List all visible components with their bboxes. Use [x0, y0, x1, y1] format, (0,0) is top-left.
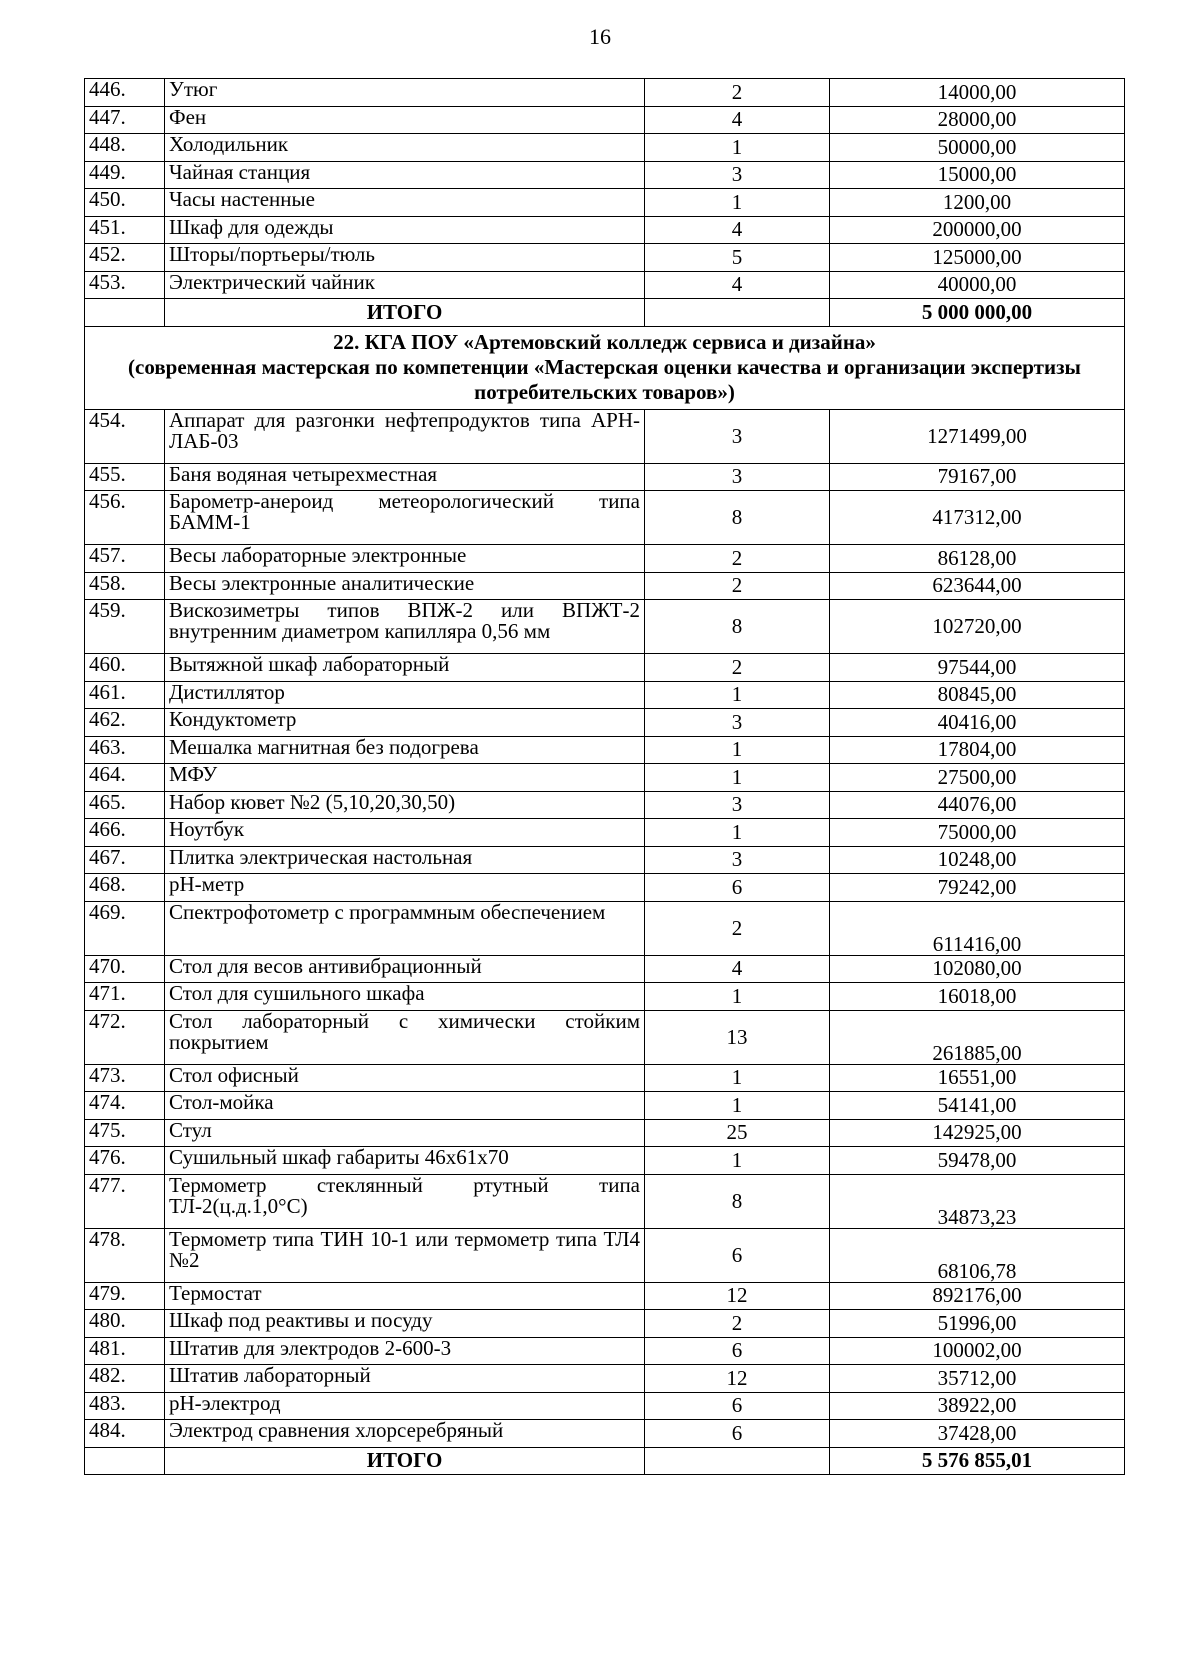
- row-number: 451.: [85, 216, 165, 244]
- item-name: МФУ: [165, 764, 645, 792]
- row-number: 453.: [85, 271, 165, 299]
- item-quantity: 2: [645, 654, 830, 682]
- row-number: 471.: [85, 983, 165, 1011]
- item-name: Шкаф под реактивы и посуду: [165, 1310, 645, 1338]
- row-number: 480.: [85, 1310, 165, 1338]
- section-heading-row: [85, 326, 1125, 409]
- table-row: [85, 709, 1125, 737]
- item-name: Стол-мойка: [165, 1092, 645, 1120]
- item-quantity: 6: [645, 1337, 830, 1365]
- table-row: [85, 846, 1125, 874]
- item-quantity: 1: [645, 983, 830, 1011]
- item-name: Чайная станция: [165, 161, 645, 189]
- row-number: 448.: [85, 134, 165, 162]
- empty-cell: [645, 299, 830, 327]
- item-sum: 97544,00: [830, 654, 1125, 682]
- item-sum: 54141,00: [830, 1092, 1125, 1120]
- item-sum: 16018,00: [830, 983, 1125, 1011]
- item-name: Сушильный шкаф габариты 46х61х70: [165, 1147, 645, 1175]
- table-row: [85, 161, 1125, 189]
- item-sum: 17804,00: [830, 736, 1125, 764]
- table-row: [85, 600, 1125, 654]
- row-number: 476.: [85, 1147, 165, 1175]
- item-quantity: 5: [645, 244, 830, 272]
- item-sum: 37428,00: [830, 1420, 1125, 1448]
- item-sum: 417312,00: [830, 491, 1125, 545]
- table-row: [85, 79, 1125, 107]
- item-name: pH-метр: [165, 874, 645, 902]
- row-number: 447.: [85, 106, 165, 134]
- item-name: Термометр типа ТИН 10-1 или термометр типа ТЛ4 №2: [165, 1228, 645, 1282]
- item-sum: 16551,00: [830, 1064, 1125, 1092]
- item-name: Шкаф для одежды: [165, 216, 645, 244]
- item-name: Электрод сравнения хлорсеребряный: [165, 1420, 645, 1448]
- item-sum: 14000,00: [830, 79, 1125, 107]
- item-sum: 1271499,00: [830, 409, 1125, 463]
- item-quantity: 4: [645, 216, 830, 244]
- row-number: 472.: [85, 1010, 165, 1064]
- row-number: 456.: [85, 491, 165, 545]
- item-sum: 28000,00: [830, 106, 1125, 134]
- item-quantity: 1: [645, 1092, 830, 1120]
- item-name: Стол для сушильного шкафа: [165, 983, 645, 1011]
- row-number: 455.: [85, 463, 165, 491]
- table-row: [85, 106, 1125, 134]
- total-value: 5 000 000,00: [830, 299, 1125, 327]
- item-sum: 75000,00: [830, 819, 1125, 847]
- item-name: Ноутбук: [165, 819, 645, 847]
- item-quantity: 1: [645, 819, 830, 847]
- item-sum: 40000,00: [830, 271, 1125, 299]
- item-sum: 79167,00: [830, 463, 1125, 491]
- row-number: 468.: [85, 874, 165, 902]
- page-number: 16: [589, 24, 611, 49]
- table-row: [85, 1392, 1125, 1420]
- item-quantity: 3: [645, 709, 830, 737]
- row-number: 463.: [85, 736, 165, 764]
- row-number: 465.: [85, 791, 165, 819]
- item-sum: 27500,00: [830, 764, 1125, 792]
- table-row: [85, 983, 1125, 1011]
- item-quantity: 12: [645, 1282, 830, 1310]
- item-quantity: 4: [645, 106, 830, 134]
- row-number: 450.: [85, 189, 165, 217]
- table-row: [85, 764, 1125, 792]
- row-number: 467.: [85, 846, 165, 874]
- item-quantity: 25: [645, 1119, 830, 1147]
- item-name: Утюг: [165, 79, 645, 107]
- item-quantity: 2: [645, 901, 830, 955]
- item-name: Электрический чайник: [165, 271, 645, 299]
- row-number: 446.: [85, 79, 165, 107]
- item-quantity: 1: [645, 764, 830, 792]
- table-row: [85, 681, 1125, 709]
- item-sum: 15000,00: [830, 161, 1125, 189]
- item-quantity: 8: [645, 491, 830, 545]
- item-name: Плитка электрическая настольная: [165, 846, 645, 874]
- equipment-table: [84, 78, 1125, 1475]
- table-row: [85, 409, 1125, 463]
- row-number: 459.: [85, 600, 165, 654]
- section-subtitle: (современная мастерская по компетенции «Мастерская оценки качества и организации экспертизы потребительских товаров»): [128, 354, 1081, 405]
- table-row: [85, 819, 1125, 847]
- item-quantity: 4: [645, 271, 830, 299]
- empty-cell: [85, 1447, 165, 1475]
- item-sum: 79242,00: [830, 874, 1125, 902]
- empty-cell: [645, 1447, 830, 1475]
- item-quantity: 8: [645, 1174, 830, 1228]
- item-name: Стол для весов антивибрационный: [165, 955, 645, 983]
- row-number: 475.: [85, 1119, 165, 1147]
- item-sum: 1200,00: [830, 189, 1125, 217]
- table-row: [85, 244, 1125, 272]
- table-row: [85, 545, 1125, 573]
- item-quantity: 13: [645, 1010, 830, 1064]
- item-sum: 80845,00: [830, 681, 1125, 709]
- row-number: 474.: [85, 1092, 165, 1120]
- total-label: ИТОГО: [165, 299, 645, 327]
- item-quantity: 2: [645, 79, 830, 107]
- table-row: [85, 874, 1125, 902]
- table-row: [85, 1228, 1125, 1282]
- table-row: [85, 572, 1125, 600]
- item-quantity: 1: [645, 681, 830, 709]
- item-quantity: 3: [645, 846, 830, 874]
- table-row: [85, 1092, 1125, 1120]
- item-sum: 125000,00: [830, 244, 1125, 272]
- item-name: Шторы/портьеры/тюль: [165, 244, 645, 272]
- table-row: [85, 1420, 1125, 1448]
- item-sum: 51996,00: [830, 1310, 1125, 1338]
- item-sum: 68106,78: [830, 1228, 1125, 1282]
- row-number: 478.: [85, 1228, 165, 1282]
- row-number: 466.: [85, 819, 165, 847]
- item-sum: 50000,00: [830, 134, 1125, 162]
- item-sum: 34873,23: [830, 1174, 1125, 1228]
- row-number: 470.: [85, 955, 165, 983]
- row-number: 484.: [85, 1420, 165, 1448]
- item-name: Стол лабораторный с химически стойким покрытием: [165, 1010, 645, 1064]
- row-number: 454.: [85, 409, 165, 463]
- item-name: Фен: [165, 106, 645, 134]
- table-row: [85, 955, 1125, 983]
- item-name: Часы настенные: [165, 189, 645, 217]
- table-row: [85, 189, 1125, 217]
- table-row: [85, 901, 1125, 955]
- table-row: [85, 1064, 1125, 1092]
- item-quantity: 1: [645, 134, 830, 162]
- table-row: [85, 463, 1125, 491]
- item-quantity: 12: [645, 1365, 830, 1393]
- table-row: [85, 791, 1125, 819]
- item-quantity: 3: [645, 791, 830, 819]
- item-name: Термометр стеклянный ртутный типа ТЛ-2(ц.д.1,0°С): [165, 1174, 645, 1228]
- row-number: 458.: [85, 572, 165, 600]
- item-sum: 100002,00: [830, 1337, 1125, 1365]
- item-sum: 102720,00: [830, 600, 1125, 654]
- item-sum: 261885,00: [830, 1010, 1125, 1064]
- item-name: Холодильник: [165, 134, 645, 162]
- item-sum: 38922,00: [830, 1392, 1125, 1420]
- row-number: 449.: [85, 161, 165, 189]
- row-number: 473.: [85, 1064, 165, 1092]
- item-name: Вытяжной шкаф лабораторный: [165, 654, 645, 682]
- item-sum: 623644,00: [830, 572, 1125, 600]
- item-name: Стул: [165, 1119, 645, 1147]
- section-heading: [85, 326, 1125, 409]
- row-number: 461.: [85, 681, 165, 709]
- item-name: Термостат: [165, 1282, 645, 1310]
- item-quantity: 6: [645, 874, 830, 902]
- row-number: 479.: [85, 1282, 165, 1310]
- item-quantity: 4: [645, 955, 830, 983]
- table-row: [85, 1310, 1125, 1338]
- item-quantity: 6: [645, 1392, 830, 1420]
- table-row: [85, 736, 1125, 764]
- item-quantity: 3: [645, 161, 830, 189]
- row-number: 460.: [85, 654, 165, 682]
- item-name: Баня водяная четырехместная: [165, 463, 645, 491]
- item-quantity: 2: [645, 572, 830, 600]
- item-name: Кондуктометр: [165, 709, 645, 737]
- row-number: 464.: [85, 764, 165, 792]
- item-name: Стол офисный: [165, 1064, 645, 1092]
- item-quantity: 1: [645, 1147, 830, 1175]
- item-name: Вискозиметры типов ВПЖ-2 или ВПЖТ-2 внутренним диаметром капилляра 0,56 мм: [165, 600, 645, 654]
- item-quantity: 1: [645, 736, 830, 764]
- item-name: Спектрофотометр с программным обеспечением: [165, 901, 645, 955]
- table-row: [85, 134, 1125, 162]
- row-number: 457.: [85, 545, 165, 573]
- row-number: 477.: [85, 1174, 165, 1228]
- item-quantity: 1: [645, 189, 830, 217]
- item-sum: 86128,00: [830, 545, 1125, 573]
- table-row: [85, 491, 1125, 545]
- table-row: [85, 654, 1125, 682]
- item-quantity: 1: [645, 1064, 830, 1092]
- item-sum: 10248,00: [830, 846, 1125, 874]
- item-sum: 44076,00: [830, 791, 1125, 819]
- table-row: [85, 1174, 1125, 1228]
- item-name: Штатив лабораторный: [165, 1365, 645, 1393]
- table-row: [85, 1147, 1125, 1175]
- item-quantity: 3: [645, 463, 830, 491]
- empty-cell: [85, 299, 165, 327]
- table-row: [85, 1282, 1125, 1310]
- table-row: [85, 1365, 1125, 1393]
- row-number: 483.: [85, 1392, 165, 1420]
- item-sum: 102080,00: [830, 955, 1125, 983]
- item-quantity: 6: [645, 1228, 830, 1282]
- section-title: 22. КГА ПОУ «Артемовский колледж сервиса и дизайна»: [333, 329, 876, 354]
- item-quantity: 2: [645, 545, 830, 573]
- row-number: 481.: [85, 1337, 165, 1365]
- item-name: Штатив для электродов 2-600-3: [165, 1337, 645, 1365]
- table-row: [85, 216, 1125, 244]
- item-name: Аппарат для разгонки нефтепродуктов типа АРН-ЛАБ-03: [165, 409, 645, 463]
- item-sum: 59478,00: [830, 1147, 1125, 1175]
- item-name: Весы лабораторные электронные: [165, 545, 645, 573]
- item-name: pH-электрод: [165, 1392, 645, 1420]
- item-name: Набор кювет №2 (5,10,20,30,50): [165, 791, 645, 819]
- item-sum: 611416,00: [830, 901, 1125, 955]
- row-number: 482.: [85, 1365, 165, 1393]
- item-sum: 200000,00: [830, 216, 1125, 244]
- item-sum: 35712,00: [830, 1365, 1125, 1393]
- total-row: [85, 1447, 1125, 1475]
- item-quantity: 8: [645, 600, 830, 654]
- row-number: 469.: [85, 901, 165, 955]
- item-name: Весы электронные аналитические: [165, 572, 645, 600]
- item-name: Мешалка магнитная без подогрева: [165, 736, 645, 764]
- item-sum: 40416,00: [830, 709, 1125, 737]
- item-sum: 142925,00: [830, 1119, 1125, 1147]
- table-row: [85, 1010, 1125, 1064]
- item-quantity: 6: [645, 1420, 830, 1448]
- item-name: Дистиллятор: [165, 681, 645, 709]
- item-sum: 892176,00: [830, 1282, 1125, 1310]
- item-quantity: 2: [645, 1310, 830, 1338]
- total-value: 5 576 855,01: [830, 1447, 1125, 1475]
- table-row: [85, 1119, 1125, 1147]
- total-label: ИТОГО: [165, 1447, 645, 1475]
- item-quantity: 3: [645, 409, 830, 463]
- row-number: 462.: [85, 709, 165, 737]
- item-name: Барометр-анероид метеорологический типа БАММ-1: [165, 491, 645, 545]
- table-row: [85, 1337, 1125, 1365]
- table-row: [85, 271, 1125, 299]
- total-row: [85, 299, 1125, 327]
- row-number: 452.: [85, 244, 165, 272]
